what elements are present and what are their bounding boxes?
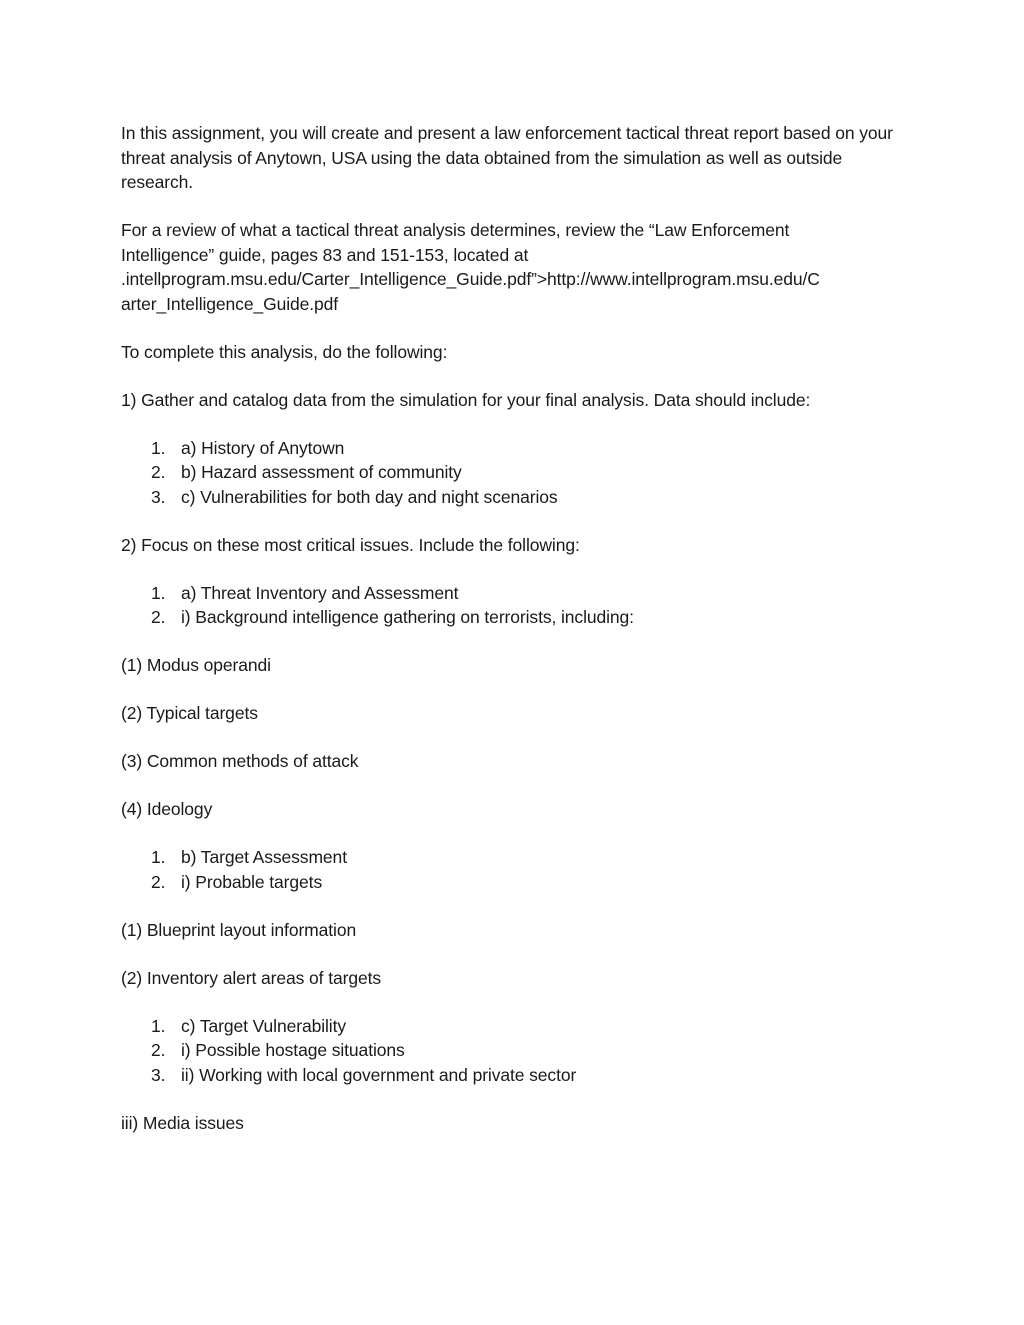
complete-instructions: To complete this analysis, do the following: bbox=[121, 341, 448, 362]
list-item bbox=[121, 460, 911, 485]
list-number: 3. bbox=[151, 1064, 166, 1085]
list-item bbox=[121, 870, 911, 895]
list-item bbox=[121, 605, 911, 630]
step2-heading: 2) Focus on these most critical issues. Include the following: bbox=[121, 534, 580, 555]
list-number: 3. bbox=[151, 486, 166, 507]
list-number: 2. bbox=[151, 607, 166, 627]
list-item-text: i) Background intelligence gathering on terrorists, including: bbox=[181, 607, 634, 627]
list-number: 1. bbox=[151, 1015, 166, 1036]
document-body bbox=[121, 121, 911, 1159]
list-item-text: a) History of Anytown bbox=[181, 437, 345, 458]
list-item-text: ii) Working with local government and private sector bbox=[181, 1064, 577, 1085]
media-issues-line: iii) Media issues bbox=[121, 1112, 244, 1133]
list-item bbox=[121, 485, 911, 510]
list-item-text: b) Hazard assessment of community bbox=[181, 462, 462, 482]
list-item bbox=[121, 1063, 911, 1088]
list-item bbox=[121, 1014, 911, 1039]
target-assessment-list bbox=[121, 845, 911, 894]
target-vulnerability-list bbox=[121, 1014, 911, 1088]
step2-list bbox=[121, 581, 911, 630]
guide-url-line: arter_Intelligence_Guide.pdf bbox=[121, 293, 339, 314]
list-number: 1. bbox=[151, 847, 166, 867]
list-number: 2. bbox=[151, 462, 166, 482]
list-item-text: i) Probable targets bbox=[181, 871, 323, 892]
guide-url-line: .intellprogram.msu.edu/Carter_Intelligence_Guide.pdf”>http://www.intellprogram.msu.edu/C bbox=[121, 269, 820, 289]
step1-list bbox=[121, 436, 911, 510]
terrorist-subitem: (1) Modus operandi bbox=[121, 655, 271, 675]
list-number: 2. bbox=[151, 1040, 166, 1060]
review-line: For a review of what a tactical threat analysis determines, review the “Law Enforcement bbox=[121, 220, 790, 240]
list-item-text: a) Threat Inventory and Assessment bbox=[181, 582, 459, 603]
terrorist-subitem: (3) Common methods of attack bbox=[121, 751, 359, 771]
review-line: Intelligence” guide, pages 83 and 151-153, located at bbox=[121, 244, 529, 265]
terrorist-subitem: (4) Ideology bbox=[121, 799, 213, 819]
list-number: 2. bbox=[151, 871, 166, 892]
list-item bbox=[121, 581, 911, 606]
step1-heading: 1) Gather and catalog data from the simulation for your final analysis. Data should include: bbox=[121, 389, 811, 410]
list-item-text: i) Possible hostage situations bbox=[181, 1040, 405, 1060]
list-item bbox=[121, 845, 911, 870]
list-item bbox=[121, 1038, 911, 1063]
list-number: 1. bbox=[151, 437, 166, 458]
terrorist-subitem: (2) Typical targets bbox=[121, 703, 258, 723]
list-item-text: c) Vulnerabilities for both day and night scenarios bbox=[181, 486, 558, 507]
list-item-text: c) Target Vulnerability bbox=[181, 1015, 347, 1036]
target-subitem: (2) Inventory alert areas of targets bbox=[121, 967, 381, 988]
list-number: 1. bbox=[151, 582, 166, 603]
target-subitem: (1) Blueprint layout information bbox=[121, 919, 357, 940]
list-item bbox=[121, 436, 911, 461]
intro-paragraph: In this assignment, you will create and present a law enforcement tactical threat report based on your threat analysis of Anytown, USA using the data obtained from the simulation as well as outside research. bbox=[121, 123, 893, 192]
review-paragraph bbox=[121, 218, 911, 316]
list-item-text: b) Target Assessment bbox=[181, 847, 347, 867]
